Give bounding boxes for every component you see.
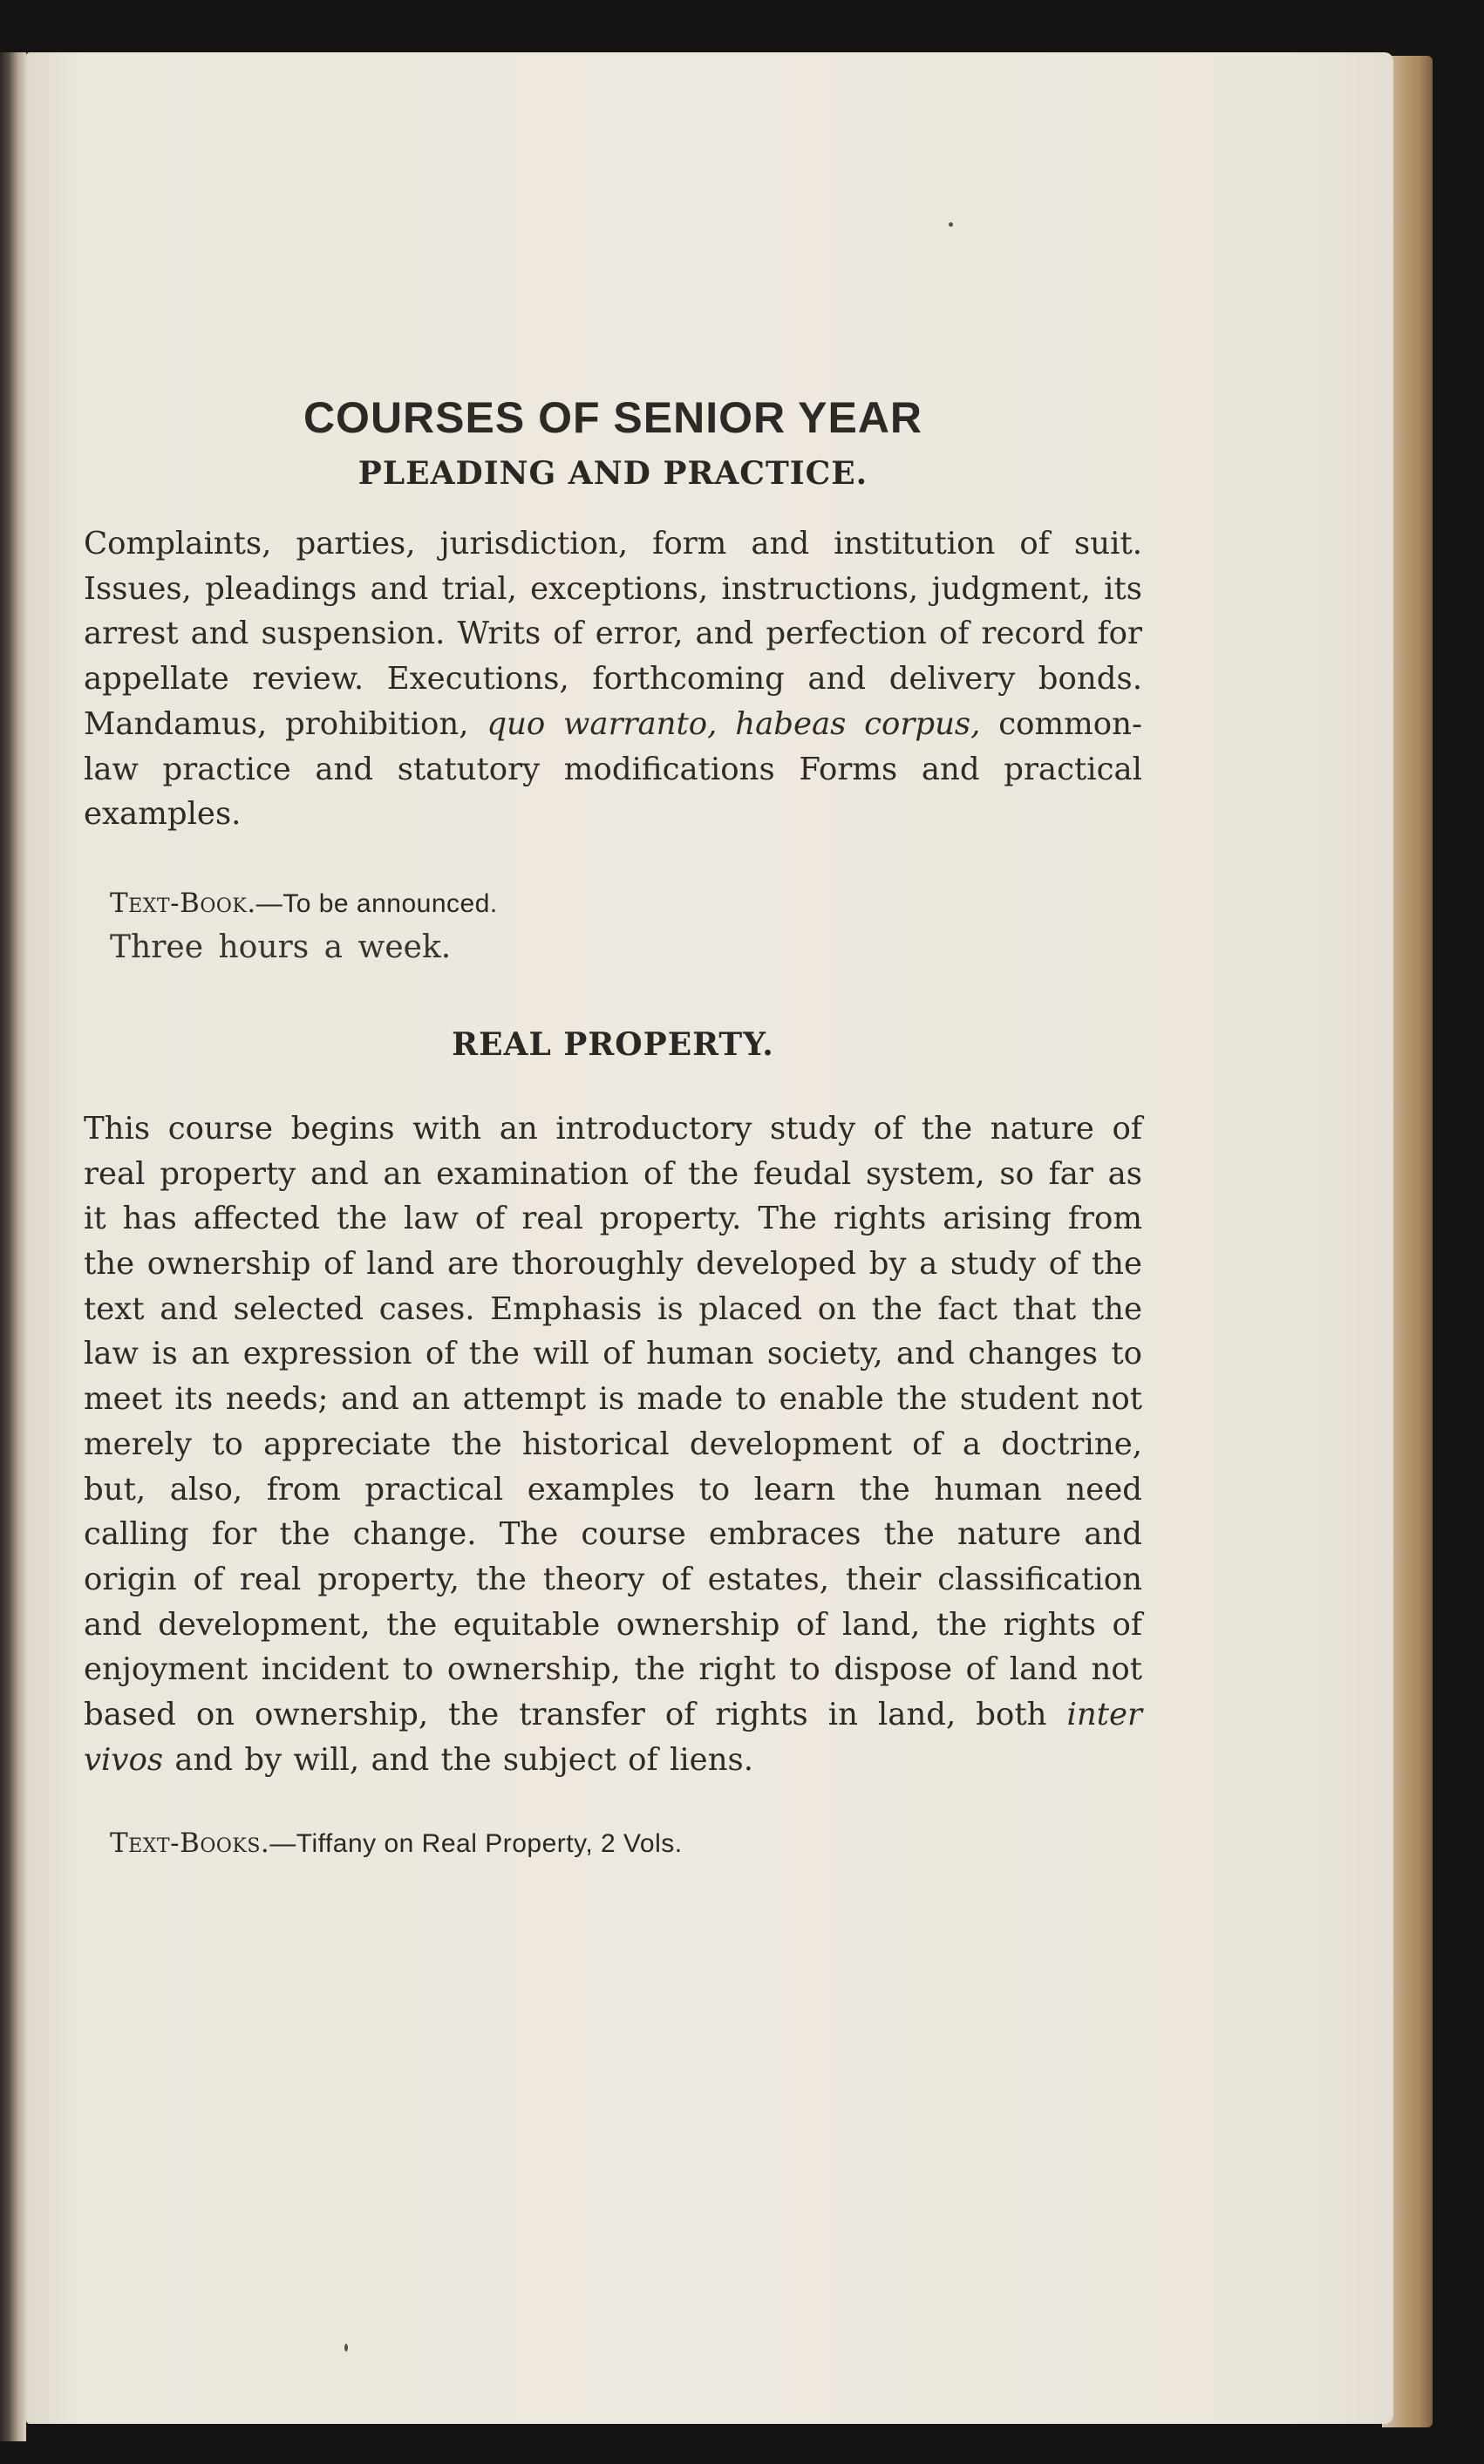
- pleading-text-1: Complaints, parties, jurisdiction, form and institution of suit. Issues, pleadings and trial, exceptions, instructions, judgment, its arrest and suspension. Writs of error, and perfection of record for appellate review. Executions, forthcoming and delivery bonds. Mandamus, prohibition,: [84, 526, 1142, 742]
- textbook-value: —To be announced.: [255, 888, 498, 918]
- real-property-description: [84, 1106, 1142, 1783]
- page-content: [84, 323, 1142, 1859]
- real-property-text-italic: inter vivos: [84, 1697, 1142, 1778]
- pleading-textbook: [110, 888, 1142, 919]
- textbooks-label: Text-Books.: [110, 1828, 270, 1860]
- pleading-hours: Three hours a week.: [110, 929, 452, 965]
- textbooks-value: —Tiffany on Real Property, 2 Vols.: [269, 1829, 683, 1859]
- real-property-text-1: This course begins with an introductory study of the nature of real property and an examination of the feudal system, so far as it has affected the law of real property. The rights arising from the ownership of land are thoroughly developed by a study of the text and selected cases. Emphasis is placed on the fact that the law is an expression of the will of human society, and changes to meet its needs; and an attempt is made to enable the student not merely to appreciate the historical development of a doctrine, but, also, from practical examples to learn the human need calling for the change. The course embraces the nature and origin of real property, the theory of estates, their classification and development, the equitable ownership of land, the rights of enjoyment incident to ownership, the right to dispose of land not based on ownership, the transfer of rights in land, both: [84, 1110, 1142, 1733]
- page-heading: COURSES OF SENIOR YEAR: [303, 393, 923, 442]
- paper-speck: [344, 2344, 348, 2352]
- pleading-description: [84, 521, 1142, 837]
- real-property-text-2: and by will, and the subject of liens.: [163, 1741, 754, 1778]
- book-binding: [0, 52, 26, 2441]
- pleading-text-2: common-law practice and statutory modifications Forms and practical examples.: [84, 705, 1142, 833]
- paper-speck: [949, 222, 953, 227]
- textbook-label: Text-Book.: [110, 887, 256, 919]
- pleading-text-italic: quo warranto, habeas corpus,: [487, 705, 981, 742]
- real-property-textbooks: [110, 1828, 1142, 1859]
- section-title-pleading: PLEADING AND PRACTICE.: [357, 455, 868, 492]
- section-title-real-property: REAL PROPERTY.: [452, 1025, 774, 1063]
